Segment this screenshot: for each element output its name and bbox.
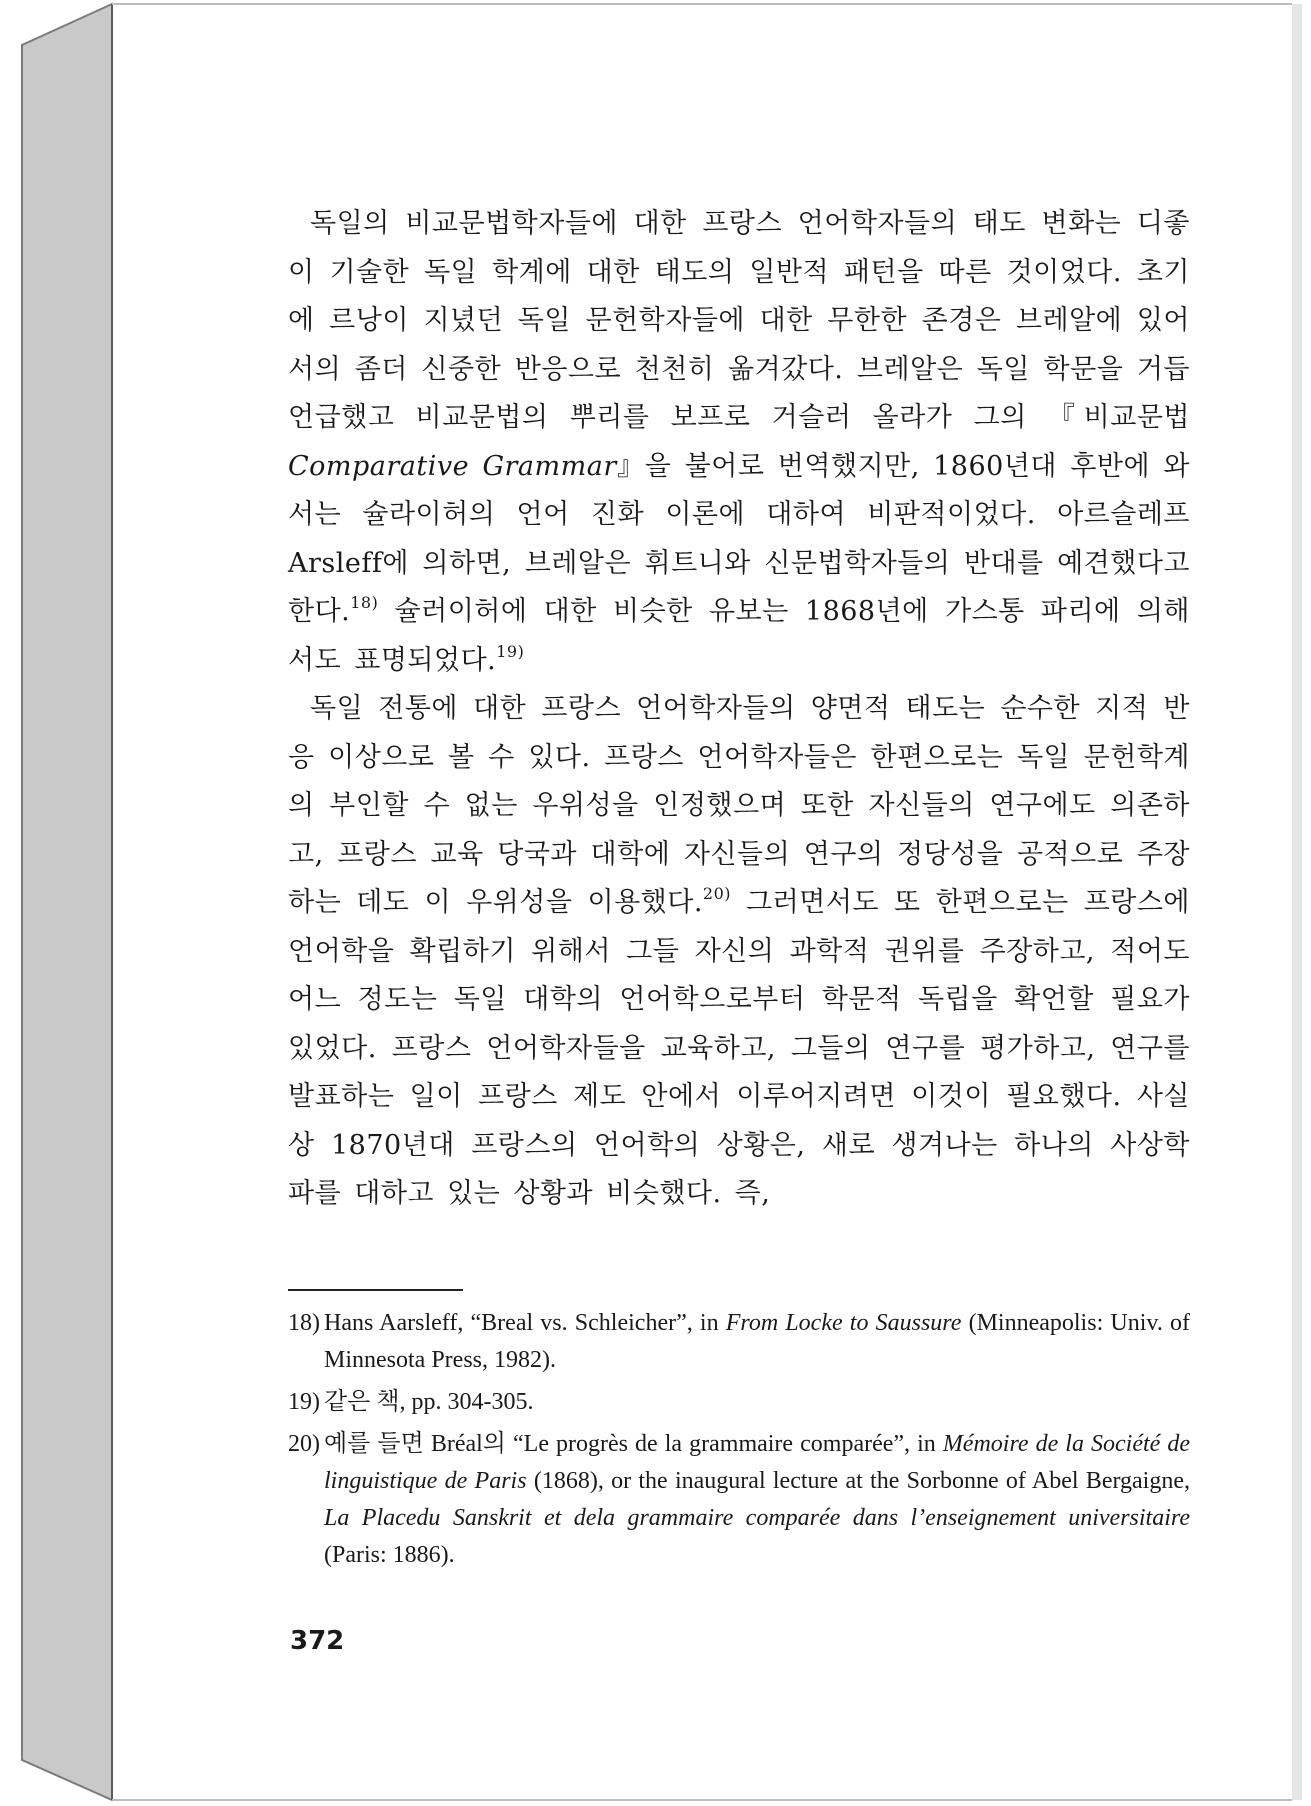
book-spine (22, 4, 112, 1800)
footnote-19 (288, 1384, 1190, 1421)
text-run: (Minneapolis: Univ. of Minnesota Press, 1982). (324, 1310, 1190, 1373)
footnote-reference: 20) (702, 884, 732, 903)
footnote-divider (288, 1289, 463, 1291)
main-text (288, 200, 1190, 1219)
footnote-text (324, 1310, 1190, 1373)
text-run: (1868), or the inaugural lecture at the Sorbonne of Abel Bergaigne, (526, 1468, 1191, 1494)
page-number: 372 (290, 1626, 345, 1656)
text-run: 그러면서도 또 한편으로는 프랑스에 언어학을 확립하기 위해서 그들 자신의 과학적 권위를 주장하고, 적어도 어느 정도는 독일 대학의 언어학으로부터 학문적 독립을 확언할 필요가 있었다. 프랑스 언어학자들을 교육하고, 그들의 연구를 평가하고, 연구를 발표하는 일이 프랑스 제도 안에서 이루어지려면 이것이 필요했다. 사실상 1870년대 프랑스의 언어학의 상황은, 새로 생겨나는 하나의 사상학파를 대하고 있는 상황과 비슷했다. 즉, (288, 887, 1190, 1209)
text-run: 슐러이허에 대한 비슷한 유보는 1868년에 가스통 파리에 의해서도 표명되었다. (288, 596, 1190, 676)
text-run: 』을 불어로 번역했지만, 1860년대 후반에 와서는 슐라이허의 언어 진화 이론에 대하여 비판적이었다. 아르슬레프 Arsleff에 의하면, 브레알은 휘트니와 신문법학자들의 반대를 예견했다고 한다. (288, 450, 1191, 627)
footnote-number: 19) (288, 1389, 320, 1415)
italic-text: Mémoire de la Société de linguistique de Paris (324, 1431, 1191, 1494)
text-run: Hans Aarsleff, “Breal vs. Schleicher”, in (324, 1310, 726, 1336)
footnote-20 (288, 1426, 1190, 1574)
text-run: 같은 책, pp. 304-305. (324, 1389, 534, 1415)
text-run: 독일 전통에 대한 프랑스 언어학자들의 양면적 태도는 순수한 지적 반응 이상으로 볼 수 있다. 프랑스 언어학자들은 한편으로는 독일 문헌학계의 부인할 수 없는 우위성을 인정했으며 또한 자신들의 연구에도 의존하고, 프랑스 교육 당국과 대학에 자신들의 연구의 정당성을 공적으로 주장하는 데도 이 우위성을 이용했다. (288, 693, 1190, 918)
text-run: 독일의 비교문법학자들에 대한 프랑스 언어학자들의 태도 변화는 디좋이 기술한 독일 학계에 대한 태도의 일반적 패턴을 따른 것이었다. 초기에 르낭이 지녔던 독일 문헌학자들에 대한 무한한 존경은 브레알에 있어서의 좀더 신중한 반응으로 천천히 옮겨갔다. 브레알은 독일 학문을 거듭 언급했고 비교문법의 뿌리를 보프로 거슬러 올라가 그의 『비교문법 (288, 208, 1190, 433)
body-paragraph-2 (288, 685, 1190, 1219)
footnote-text (324, 1389, 534, 1415)
footnote-number: 18) (288, 1310, 320, 1336)
footnote-text (324, 1431, 1190, 1568)
body-paragraph-1 (288, 200, 1190, 685)
footnote-number: 20) (288, 1431, 320, 1457)
footnote-18 (288, 1305, 1190, 1379)
text-run: (Paris: 1886). (324, 1542, 455, 1568)
text-run: 예를 들면 Bréal의 “Le progrès de la grammaire comparée”, in (324, 1431, 943, 1457)
footnote-reference: 18) (350, 593, 379, 612)
italic-text: Comparative Grammar (288, 450, 617, 482)
italic-text: From Locke to Saussure (725, 1310, 962, 1336)
italic-text: La Placedu Sanskrit et dela grammaire comparée dans l’enseignement universitaire (324, 1505, 1190, 1531)
page-right-shadow (1292, 4, 1302, 1800)
footnote-reference: 19) (496, 641, 525, 661)
footnotes (288, 1305, 1190, 1579)
